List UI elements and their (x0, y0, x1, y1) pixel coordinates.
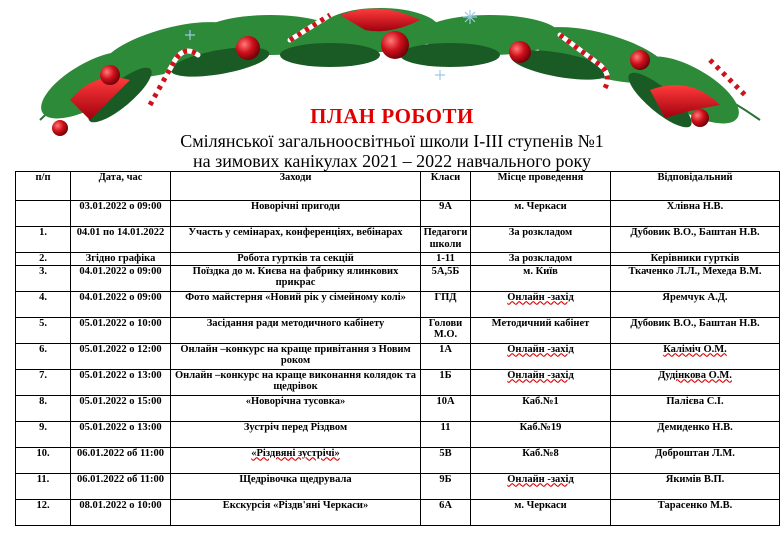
col-header-resp: Відповідальний (611, 172, 780, 201)
row-resp: Каліміч О.М. (611, 343, 780, 369)
row-date: 05.01.2022 о 15:00 (71, 395, 171, 421)
row-resp: Яремчук А.Д. (611, 291, 780, 317)
table-row (16, 395, 780, 421)
row-num: 4. (16, 291, 71, 317)
row-num: 5. (16, 317, 71, 343)
row-event: Щедрівочка щедрувала (171, 473, 421, 499)
table-row (16, 201, 780, 227)
row-class: Голови М.О. (421, 317, 471, 343)
row-place: За розкладом (471, 253, 611, 266)
row-event: Засідання ради методичного кабінету (171, 317, 421, 343)
row-place: Каб.№1 (471, 395, 611, 421)
row-place: Каб.№8 (471, 447, 611, 473)
row-date: 04.01.2022 о 09:00 (71, 265, 171, 291)
row-num: 3. (16, 265, 71, 291)
row-num: 12. (16, 499, 71, 525)
row-event: Екскурсія «Різдв'яні Черкаси» (171, 499, 421, 525)
row-date: 05.01.2022 о 10:00 (71, 317, 171, 343)
row-resp: Хлівна Н.В. (611, 201, 780, 227)
row-event: Робота гуртків та секцій (171, 253, 421, 266)
school-name: Смілянської загальноосвітньої школи І-ІІІ ступенів №1 (180, 131, 604, 151)
row-date: 04.01 по 14.01.2022 (71, 227, 171, 253)
row-class: 1Б (421, 369, 471, 395)
row-num: 10. (16, 447, 71, 473)
row-place: м. Київ (471, 265, 611, 291)
row-resp: Палієва С.І. (611, 395, 780, 421)
row-event: Участь у семінарах, конференціях, вебінарах (171, 227, 421, 253)
row-class: 10А (421, 395, 471, 421)
table-row (16, 473, 780, 499)
row-class: Педагоги школи (421, 227, 471, 253)
col-header-event: Заходи (171, 172, 421, 201)
row-resp: Демиденко Н.В. (611, 421, 780, 447)
row-resp: Якимів В.П. (611, 473, 780, 499)
row-date: 06.01.2022 об 11:00 (71, 447, 171, 473)
row-date: 08.01.2022 о 10:00 (71, 499, 171, 525)
table-row (16, 265, 780, 291)
row-num: 1. (16, 227, 71, 253)
row-class: 5В (421, 447, 471, 473)
table-row (16, 227, 780, 253)
row-num: 6. (16, 343, 71, 369)
row-date: 05.01.2022 о 12:00 (71, 343, 171, 369)
row-num: 7. (16, 369, 71, 395)
table-row (16, 343, 780, 369)
row-class: 1-11 (421, 253, 471, 266)
row-event: «Новорічна тусовка» (171, 395, 421, 421)
table-row (16, 291, 780, 317)
row-class: 9А (421, 201, 471, 227)
col-header-num: п/п (16, 172, 71, 201)
row-place: За розкладом (471, 227, 611, 253)
row-date: Згідно графіка (71, 253, 171, 266)
row-resp: Ткаченко Л.Л., Мехеда В.М. (611, 265, 780, 291)
row-place: Каб.№19 (471, 421, 611, 447)
page-title: ПЛАН РОБОТИ (310, 104, 474, 128)
row-num (16, 201, 71, 227)
row-class: ГПД (421, 291, 471, 317)
row-resp: Дубовик В.О., Баштан Н.В. (611, 317, 780, 343)
row-event: Онлайн –конкурс на краще привітання з Новим роком (171, 343, 421, 369)
row-class: 5А,5Б (421, 265, 471, 291)
row-class: 6А (421, 499, 471, 525)
row-event: Поїздка до м. Києва на фабрику ялинкових прикрас (171, 265, 421, 291)
row-resp: Тарасенко М.В. (611, 499, 780, 525)
row-place: м. Черкаси (471, 499, 611, 525)
row-place: Онлайн -захід (471, 343, 611, 369)
row-event: Фото майстерня «Новий рік у сімейному колі» (171, 291, 421, 317)
row-num: 11. (16, 473, 71, 499)
row-date: 06.01.2022 об 11:00 (71, 473, 171, 499)
table-header-row (16, 172, 780, 201)
row-class: 1А (421, 343, 471, 369)
row-resp: Керівники гуртків (611, 253, 780, 266)
row-resp: Дудінкова О.М. (611, 369, 780, 395)
row-date: 03.01.2022 о 09:00 (71, 201, 171, 227)
row-event: Зустріч перед Різдвом (171, 421, 421, 447)
row-date: 04.01.2022 о 09:00 (71, 291, 171, 317)
row-event: Онлайн –конкурс на краще виконання колядок та щедрівок (171, 369, 421, 395)
row-resp: Дубовик В.О., Баштан Н.В. (611, 227, 780, 253)
row-place: Онлайн -захід (471, 473, 611, 499)
row-place: Онлайн -захід (471, 369, 611, 395)
row-num: 8. (16, 395, 71, 421)
row-place: Онлайн -захід (471, 291, 611, 317)
table-row (16, 421, 780, 447)
table-row (16, 253, 780, 266)
row-date: 05.01.2022 о 13:00 (71, 369, 171, 395)
row-class: 9Б (421, 473, 471, 499)
col-header-place: Місце проведення (471, 172, 611, 201)
row-num: 2. (16, 253, 71, 266)
row-num: 9. (16, 421, 71, 447)
row-place: Методичний кабінет (471, 317, 611, 343)
row-event: «Різдвяні зустрічі» (171, 447, 421, 473)
row-class: 11 (421, 421, 471, 447)
table-row (16, 317, 780, 343)
work-plan-table (15, 171, 780, 526)
row-date: 05.01.2022 о 13:00 (71, 421, 171, 447)
table-row (16, 499, 780, 525)
period-subtitle: на зимових канікулах 2021 – 2022 навчального року (192, 151, 592, 171)
row-place: м. Черкаси (471, 201, 611, 227)
row-event: Новорічні пригоди (171, 201, 421, 227)
row-resp: Доброштан Л.М. (611, 447, 780, 473)
col-header-date: Дата, час (71, 172, 171, 201)
table-row (16, 369, 780, 395)
col-header-class: Класи (421, 172, 471, 201)
table-row (16, 447, 780, 473)
